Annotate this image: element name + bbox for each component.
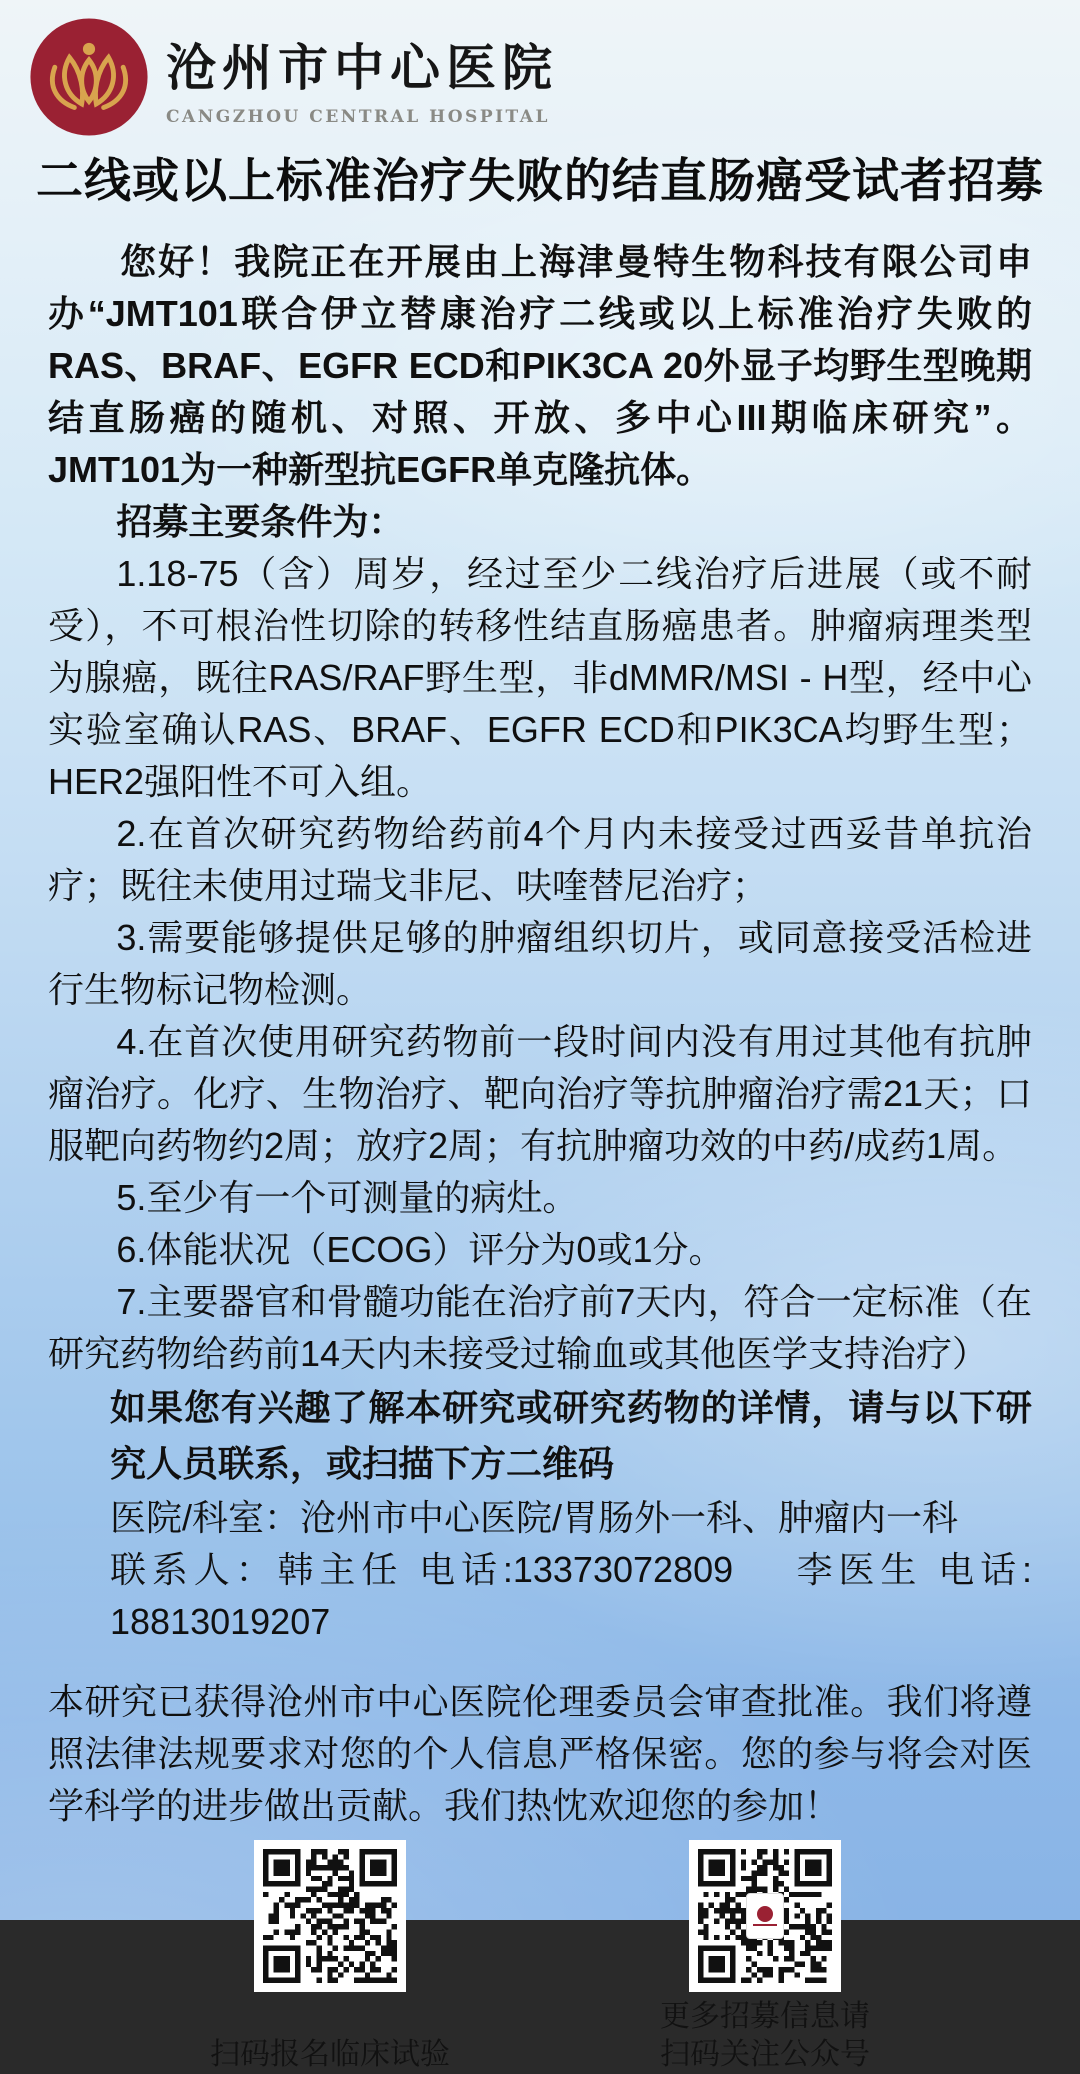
wechat-qr-code — [689, 1840, 841, 1992]
lotus-dot — [83, 43, 95, 55]
conditions-list — [48, 548, 1032, 1380]
qr-logo-dot — [757, 1906, 773, 1922]
condition-item: 2.在首次研究药物给药前4个月内未接受过西妥昔单抗治疗；既往未使用过瑞戈非尼、呋喹替尼治疗； — [48, 813, 1032, 906]
conditions-heading: 招募主要条件为： — [116, 501, 405, 542]
condition-item: 1.18-75（含）周岁，经过至少二线治疗后进展（或不耐受），不可根治性切除的转移性结直肠癌患者。肿瘤病理类型为腺癌，既往RAS/RAF野生型，非dMMR/MSI - H型，经中心实验室确认RAS、BRAF、EGFR ECD和PIK3CA均野生型；HER2强阳性不可入组。 — [48, 553, 1032, 802]
cta-paragraph: 如果您有兴趣了解本研究或研究药物的详情，请与以下研究人员联系，或扫描下方二维码 — [110, 1387, 1032, 1484]
condition-item: 5.至少有一个可测量的病灶。 — [116, 1177, 579, 1218]
ethics-statement: 本研究已获得沧州市中心医院伦理委员会审查批准。我们将遵照法律法规要求对您的个人信息严格保密。您的参与将会对医学科学的进步做出贡献。我们热忱欢迎您的参加！ — [48, 1681, 1032, 1826]
qr-wechat-column — [660, 1840, 870, 2074]
intro-paragraph: 您好！我院正在开展由上海津曼特生物科技有限公司申办“JMT101联合伊立替康治疗二线或以上标准治疗失败的RAS、BRAF、EGFR ECD和PIK3CA 20外显子均野生型晚期结直肠癌的随机、对照、开放、多中心III期临床研究”。JMT101为一种新型抗EGFR单克隆抗体。 — [48, 241, 1032, 490]
wechat-qr-caption-line2: 扫码关注公众号 — [660, 2038, 870, 2071]
hospital-name-en: CANGZHOU CENTRAL HOSPITAL — [166, 106, 550, 127]
signup-qr-caption: 扫码报名临床试验 — [210, 2038, 450, 2071]
hospital-department-line: 医院/科室：沧州市中心医院/胃肠外一科、肿瘤内一科 — [110, 1497, 959, 1538]
header — [0, 0, 1080, 138]
condition-item: 7.主要器官和骨髓功能在治疗前7天内，符合一定标准（在研究药物给药前14天内未接受过输血或其他医学支持治疗） — [48, 1281, 1032, 1374]
qr-logo-bar — [753, 1924, 777, 1926]
qr-hospital-logo-badge — [746, 1893, 784, 1939]
hospital-logo-block — [0, 0, 1080, 138]
wechat-qr-caption-line1: 更多招募信息请 — [660, 2000, 870, 2033]
hospital-name — [166, 28, 558, 127]
qr-signup-column — [210, 1840, 450, 2074]
hospital-name-zh: 沧州市中心医院 — [166, 37, 558, 97]
page-title: 二线或以上标准治疗失败的结直肠癌受试者招募 — [36, 154, 1044, 207]
condition-item: 4.在首次使用研究药物前一段时间内没有用过其他有抗肿瘤治疗。化疗、生物治疗、靶向治疗等抗肿瘤治疗需21天；口服靶向药物约2周；放疗2周；有抗肿瘤功效的中药/成药1周。 — [48, 1021, 1032, 1166]
condition-item: 6.体能状况（ECOG）评分为0或1分。 — [116, 1229, 725, 1270]
qr-section — [0, 1840, 1080, 2074]
poster-body — [0, 236, 1080, 1832]
signup-qr-code — [254, 1840, 406, 1992]
condition-item: 3.需要能够提供足够的肿瘤组织切片，或同意接受活检进行生物标记物检测。 — [48, 917, 1032, 1010]
contact-persons-line: 联系人：韩主任 电话:13373072809 李医生 电话: 18813019207 — [110, 1549, 1043, 1642]
hospital-logo-icon — [28, 16, 150, 138]
